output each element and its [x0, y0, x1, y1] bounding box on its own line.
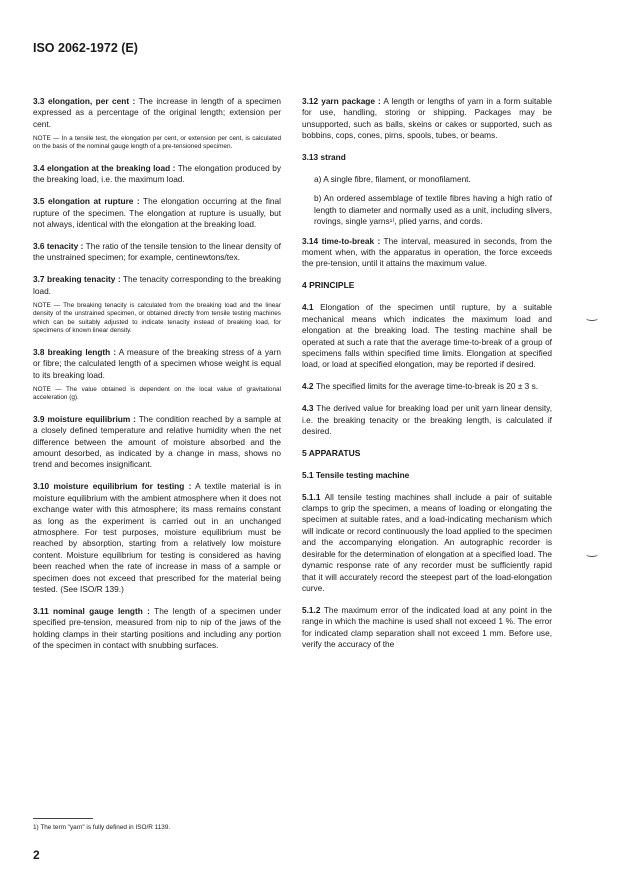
- clause: [33, 347, 281, 381]
- margin-mark: [586, 316, 598, 321]
- clause: [33, 96, 281, 130]
- clause-text: The ratio of the tensile tension to the linear density of the unstrained specimen; for example, centinewtons/tex.: [33, 240, 281, 263]
- clause-text: The elongation occurring at the final rupture of the specimen. The elongation at rupture is usually, but not always, identical with the elongation at the breaking load.: [33, 196, 281, 230]
- clause: [302, 605, 552, 651]
- clause: [33, 163, 281, 186]
- clause-number: 5.1.2: [302, 604, 324, 615]
- sub-item: a) A single fibre, filament, or monofilament.: [314, 174, 471, 185]
- clause: [33, 241, 281, 264]
- clause: [33, 606, 281, 652]
- clause-term: nominal gauge length :: [53, 605, 150, 616]
- section-heading: 4 PRINCIPLE: [302, 280, 355, 291]
- note: NOTE — The value obtained is dependent on the local value of gravitational acceleration (g).: [33, 385, 281, 402]
- clause-term: time-to-break :: [321, 235, 381, 246]
- clause-term: yarn package :: [321, 96, 381, 106]
- clause: [33, 414, 281, 471]
- sub-item: b) An ordered assemblage of textile fibres having a high ratio of length to diameter and normally used as a unit, including slivers, rovings, single yarns¹⁾, plied yarns, and cords.: [314, 193, 552, 227]
- clause-number: 3.6: [33, 240, 47, 251]
- note: NOTE — The breaking tenacity is calculated from the breaking load and the linear density of the unstrained specimen, or obtained directly from tensile testing machines which can be suitably adjusted to indicate tenacity instead of breaking load, for specimens of known linear density.: [33, 301, 281, 335]
- right-column: [302, 96, 552, 661]
- clause-text: The interval, measured in seconds, from the moment when, with the apparatus in operation, the force exceeds the pre-tension, until it attains the maximum value.: [302, 235, 552, 269]
- note: NOTE — In a tensile test, the elongation per cent, or extension per cent, is calculated on the basis of the nominal gauge length of a pre-tensioned specimen.: [33, 134, 281, 151]
- footnote: 1) The term "yarn" is fully defined in ISO/R 1139.: [33, 824, 171, 831]
- clause-text: The maximum error of the indicated load at any point in the range in which the machine is used shall not exceed 1 %. The error for indicated clamp separation shall not exceed 1 mm. Before use, verify the accuracy of the: [302, 604, 552, 650]
- document-header: ISO 2062-1972 (E): [33, 41, 138, 55]
- clause-term: breaking length :: [47, 346, 117, 357]
- clause-term: elongation at rupture :: [48, 196, 140, 207]
- clause-number: 4.3: [302, 403, 317, 414]
- clause-number: 3.14: [302, 235, 322, 246]
- clause-number: 3.12: [302, 96, 322, 106]
- clause-text: The increase in length of a specimen expressed as a percentage of the original length; extension per cent.: [33, 96, 282, 129]
- clause-term: moisture equilibrium for testing :: [53, 481, 192, 492]
- clause-text: The elongation produced by the breaking load, i.e. the maximum load.: [33, 162, 281, 185]
- clause-text: The condition reached by a sample at a closely defined temperature and relative humidity when the net difference between the amount of moisture absorbed and the amount desorbed, as indicated by a change in mass, shows no trend and becomes insignificant.: [33, 413, 281, 470]
- clause-number: 3.11: [33, 605, 54, 616]
- clause-text: The specified limits for the average time-to-break is 20 ± 3 s.: [315, 381, 539, 392]
- clause-text: Elongation of the specimen until rupture, by a suitable mechanical means which indicates the maximum load and elongation at the breaking load. The testing machine shall be operated at such a rate that the average time-to-break of a group of specimens falls within specified time limits. Elongation at specified load, or load at specified elongation, may be reported if desired.: [302, 302, 553, 370]
- clause: [302, 302, 552, 370]
- clause-number: 3.4: [33, 162, 47, 173]
- clause-term: breaking tenacity :: [47, 274, 121, 285]
- clause-text: All tensile testing machines shall include a pair of suitable clamps to grip the specimen, a means of loading or elongating the specimen at suitable rates, and a load-indicating mechanism which will indicate or record continuously the load applied to the specimen and the accompanying elongation. An autographic recorder is desirable for the determination of elongation at a specified load. The dynamic response rate of any recorder must be sufficiently rapid that it will accurately record the steepest part of the load-elongation curve.: [302, 491, 552, 593]
- clause-number: 5.1.1: [302, 491, 325, 502]
- clause: [33, 274, 281, 297]
- clause-number: 3.8: [33, 346, 48, 357]
- left-column: [33, 96, 281, 662]
- clause-text: The length of a specimen under specified pre-tension, measured from nip to nip of the jaws of the holding clamps in their starting positions and including any portion of the specimen in contact with snubbing surfaces.: [33, 605, 281, 651]
- clause-text: A textile material is in moisture equilibrium with the ambient atmosphere when it does not exchange water with this atmosphere; its mass remains constant as long as the experiment is carried out in an unchanged atmosphere. For test purposes, moisture equilibrium must be reached by absorption, starting from a relatively low moisture content. Moisture equilibrium for testing is considered as having been reached when the rate of increase in mass of a sample or specimen does not exceed that prescribed for the material being tested. (See ISO/R 139.): [33, 481, 281, 595]
- margin-mark: [586, 552, 598, 557]
- footnote-rule: [33, 818, 93, 819]
- section-heading: 5 APPARATUS: [302, 447, 361, 458]
- clause-text: The derived value for breaking load per unit yarn linear density, i.e. the breaking tenacity or the breaking length, is calculated if desired.: [302, 403, 552, 436]
- clause-term: moisture equilibrium :: [47, 413, 136, 424]
- clause-term: elongation, per cent :: [47, 96, 136, 106]
- clause-number: 3.9: [33, 413, 48, 424]
- clause-number: 4.1: [302, 302, 321, 313]
- clause: [33, 481, 281, 595]
- clause-term: elongation at the breaking load :: [46, 162, 176, 173]
- clause-number: 3.3: [33, 96, 48, 106]
- clause-number: 4.2: [302, 381, 316, 392]
- clause: [302, 96, 552, 142]
- clause-text: A length or lengths of yarn in a form suitable for use, handling, storing or shipping. Packages may be unsupported, such as balls, skeins or cakes or supported, such as bobbins, cops, cones, pirns, spools, tubes, or beams.: [302, 96, 552, 141]
- clause: [302, 492, 552, 595]
- clause: [302, 403, 552, 437]
- clause-number: 3.10: [33, 481, 54, 492]
- clause-number: 3.7: [33, 274, 47, 285]
- clause: [302, 236, 552, 270]
- subheading: 5.1 Tensile testing machine: [302, 469, 410, 480]
- clause: [33, 196, 281, 230]
- clause-number: 3.5: [33, 196, 49, 207]
- clause-term: tenacity :: [46, 240, 84, 251]
- clause: [302, 381, 552, 392]
- subheading: 3.13 strand: [302, 152, 346, 163]
- clause-text: The tenacity corresponding to the breaking load.: [33, 274, 281, 296]
- page-number: 2: [33, 848, 40, 862]
- clause-text: A measure of the breaking stress of a yarn or fibre; the calculated length of a specimen whose weight is equal to its breaking load.: [33, 346, 281, 380]
